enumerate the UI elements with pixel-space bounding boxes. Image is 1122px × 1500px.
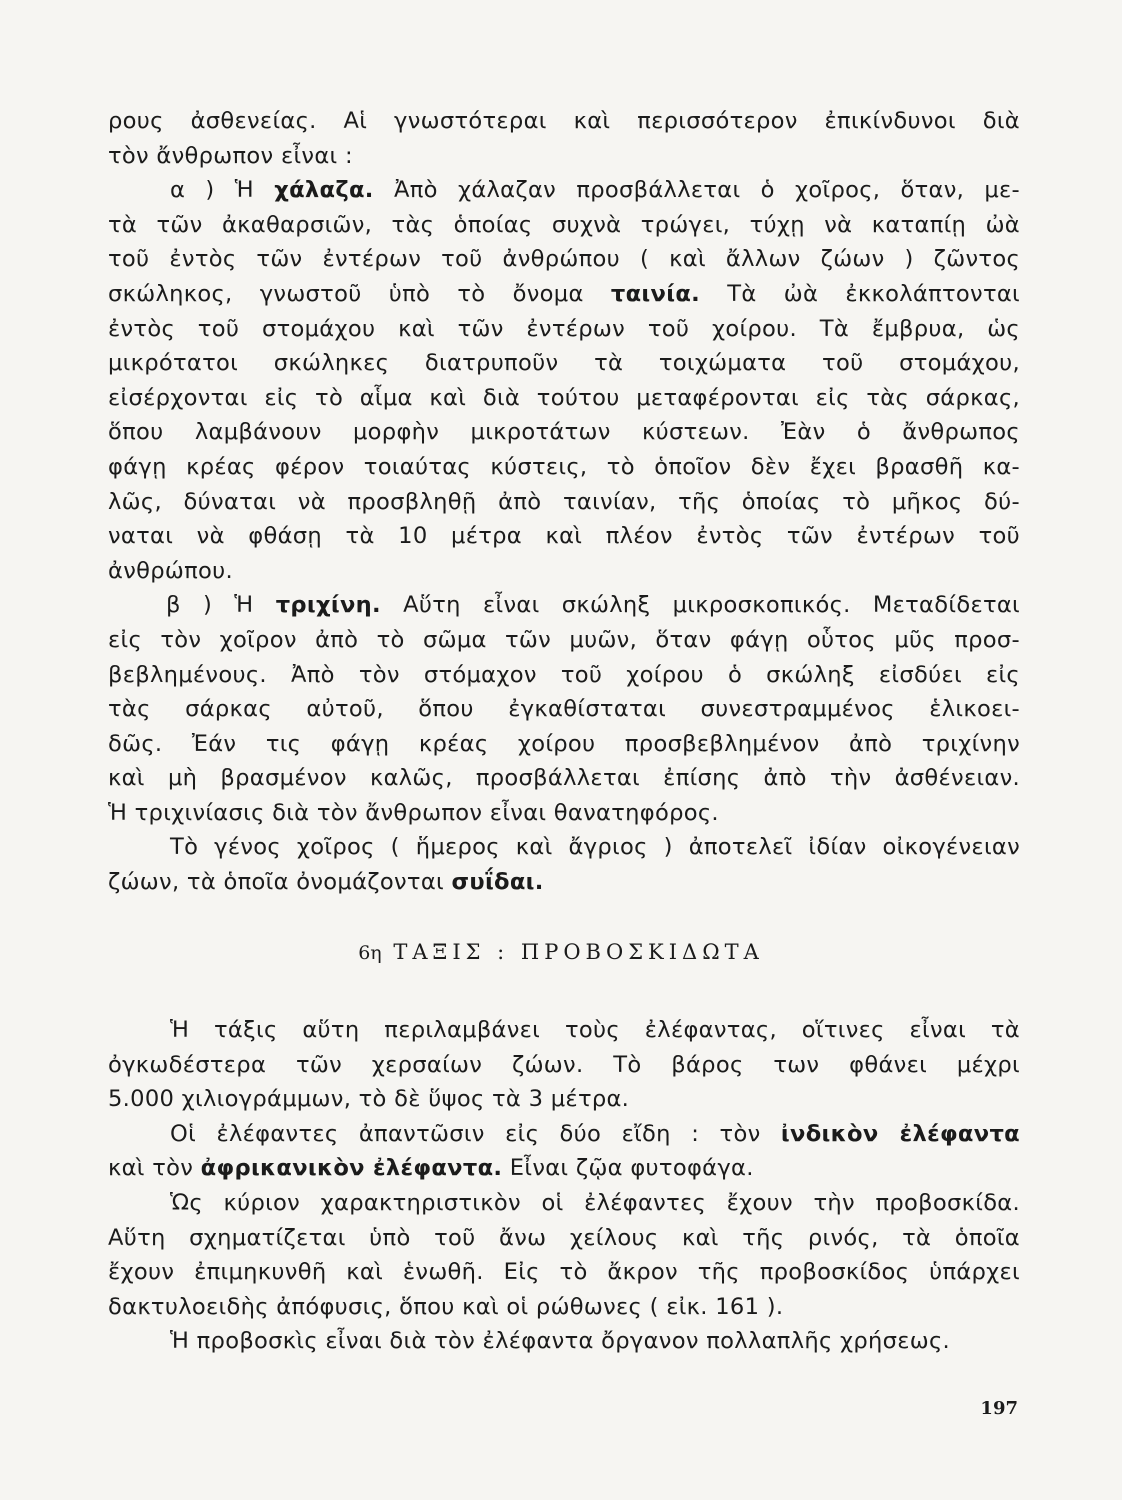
paragraph-trunk-uses <box>108 1324 1020 1359</box>
term-indian-elephant: ἰνδικὸν ἐλέφαντα <box>780 1120 1020 1147</box>
section-title: ΤΑΞΙΣ : ΠΡΟΒΟΣΚΙΔΩΤΑ <box>393 940 764 964</box>
body-text-bottom <box>108 1013 1020 1359</box>
text-line: β ) Ἡ τριχίνη. Αὕτη εἶναι σκώληξ μικροσκοπικός. Μεταδίδεται <box>166 592 1020 619</box>
term-suidae: συΐδαι. <box>451 869 544 896</box>
text-line: ὅπου λαμβάνουν μορφὴν μικροτάτων κύστεων. Ἐὰν ὁ ἄνθρωπος <box>108 419 1020 446</box>
term-tainia: ταινία. <box>610 280 701 307</box>
text-line: φάγῃ κρέας φέρον τοιαύτας κύστεις, τὸ ὁποῖον δὲν ἔχει βρασθῆ κα- <box>108 453 1020 480</box>
section-heading <box>0 940 1122 964</box>
text-line: Ὡς κύριον χαρακτηριστικὸν οἱ ἐλέφαντες ἔχουν τὴν προβοσκίδα. <box>170 1189 1020 1216</box>
text-line: ἐντὸς τοῦ στομάχου καὶ τῶν ἐντέρων τοῦ χοίρου. Τὰ ἔμβρυα, ὡς <box>108 315 1020 342</box>
section-number: 6η <box>358 942 382 964</box>
term-chalaza: χάλαζα. <box>274 177 374 204</box>
text-line: λῶς, δύναται νὰ προσβληθῇ ἀπὸ ταινίαν, τῆς ὁποίας τὸ μῆκος δύ- <box>108 488 1020 515</box>
text-line: 5.000 χιλιογράμμων, τὸ δὲ ὕψος τὰ 3 μέτρα. <box>108 1086 630 1113</box>
paragraph-elephant-species <box>108 1117 1020 1186</box>
text-line: καὶ μὴ βρασμένον καλῶς, προσβάλλεται ἐπίσης ἀπὸ τὴν ἀσθένειαν. <box>108 765 1020 792</box>
text-line: δακτυλοειδὴς ἀπόφυσις, ὅπου καὶ οἱ ρώθωνες ( εἰκ. 161 ). <box>108 1293 784 1320</box>
text-line: ζώων, τὰ ὁποῖα ὀνομάζονται συΐδαι. <box>108 869 544 896</box>
text-line: βεβλημένους. Ἀπὸ τὸν στόμαχον τοῦ χοίρου ὁ σκώληξ εἰσδύει εἰς <box>108 661 1020 688</box>
text-line: τὰς σάρκας αὐτοῦ, ὅπου ἐγκαθίσταται συνεστραμμένος ἑλικοει- <box>108 696 1020 723</box>
text-line: εἰσέρχονται εἰς τὸ αἷμα καὶ διὰ τούτου μεταφέρονται εἰς τὰς σάρκας, <box>108 384 1020 411</box>
text-line: δῶς. Ἐάν τις φάγῃ κρέας χοίρου προσβεβλημένον ἀπὸ τριχίνην <box>108 730 1020 757</box>
paragraph-trichini <box>108 588 1020 830</box>
text-line: τὸν ἄνθρωπον εἶναι : <box>108 142 353 169</box>
term-african-elephant: ἀφρικανικὸν ἐλέφαντα. <box>200 1155 503 1182</box>
term-trichini: τριχίνη. <box>275 592 381 619</box>
text-line: Ἡ τριχινίασις διὰ τὸν ἄνθρωπον εἶναι θανατηφόρος. <box>108 799 719 826</box>
paragraph-chalaza <box>108 173 1020 588</box>
paragraph-intro <box>108 104 1020 173</box>
text-line: καὶ τὸν ἀφρικανικὸν ἐλέφαντα. Εἶναι ζῷα φυτοφάγα. <box>108 1155 754 1182</box>
paragraph-trunk <box>108 1186 1020 1324</box>
text-line: Τὸ γένος χοῖρος ( ἥμερος καὶ ἄγριος ) ἀποτελεῖ ἰδίαν οἰκογένειαν <box>170 834 1020 861</box>
text-line: ὀγκωδέστερα τῶν χερσαίων ζώων. Τὸ βάρος των φθάνει μέχρι <box>108 1051 1020 1078</box>
text-line: εἰς τὸν χοῖρον ἀπὸ τὸ σῶμα τῶν μυῶν, ὅταν φάγῃ οὗτος μῦς προσ- <box>108 626 1020 653</box>
text-line: μικρότατοι σκώληκες διατρυποῦν τὰ τοιχώματα τοῦ στομάχου, <box>108 350 1020 377</box>
text-line: ἔχουν ἐπιμηκυνθῆ καὶ ἑνωθῆ. Εἰς τὸ ἄκρον τῆς προβοσκίδος ὑπάρχει <box>108 1259 1020 1286</box>
text-line: σκώληκος, γνωστοῦ ὑπὸ τὸ ὄνομα ταινία. Τὰ ὠὰ ἐκκολάπτονται <box>108 280 1020 307</box>
text-line: ναται νὰ φθάσῃ τὰ 10 μέτρα καὶ πλέον ἐντὸς τῶν ἐντέρων τοῦ <box>108 523 1020 550</box>
paragraph-proboscidea-intro <box>108 1013 1020 1117</box>
text-line: α ) Ἡ χάλαζα. Ἀπὸ χάλαζαν προσβάλλεται ὁ χοῖρος, ὅταν, με- <box>170 177 1020 204</box>
body-text-top <box>108 104 1020 900</box>
paragraph-swine-family <box>108 830 1020 899</box>
text-line: ρους ἀσθενείας. Αἱ γνωστότεραι καὶ περισσότερον ἐπικίνδυνοι διὰ <box>108 108 1020 134</box>
text-line: τὰ τῶν ἀκαθαρσιῶν, τὰς ὁποίας συχνὰ τρώγει, τύχῃ νὰ καταπίῃ ὠὰ <box>108 211 1020 238</box>
text-line: ἀνθρώπου. <box>108 557 233 584</box>
text-line: Ἡ προβοσκὶς εἶναι διὰ τὸν ἐλέφαντα ὄργανον πολλαπλῆς χρήσεως. <box>170 1328 951 1355</box>
text-line: τοῦ ἐντὸς τῶν ἐντέρων τοῦ ἀνθρώπου ( καὶ ἄλλων ζώων ) ζῶντος <box>108 246 1020 273</box>
page-number: 197 <box>980 1398 1018 1419</box>
text-line: Οἱ ἐλέφαντες ἀπαντῶσιν εἰς δύο εἴδη : τὸν ἰνδικὸν ἐλέφαντα <box>170 1120 1020 1147</box>
text-line: Αὕτη σχηματίζεται ὑπὸ τοῦ ἄνω χείλους καὶ τῆς ρινός, τὰ ὁποῖα <box>108 1224 1020 1251</box>
text-line: Ἡ τάξις αὕτη περιλαμβάνει τοὺς ἐλέφαντας, οἵτινες εἶναι τὰ <box>170 1017 1020 1043</box>
